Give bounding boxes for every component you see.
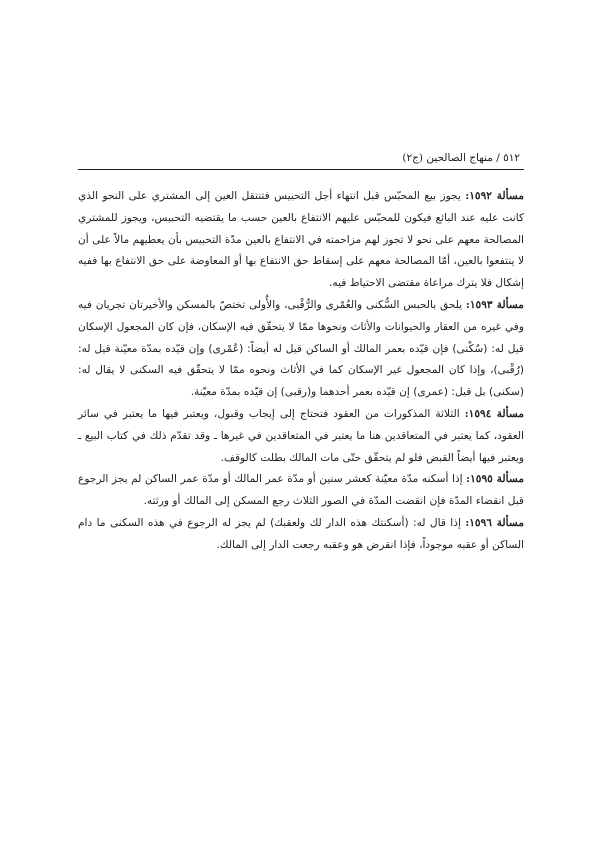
issue-text: يلحق بالحبس السُّكنى والعُمْرى والرُّقْبى، والأُولى تختصّ بالمسكن والأخيرتان تجريان فيه وفي غيره من العقار والحيوانات والأثاث ونحوها ممّا لا يتحقّق فيه الإسكان، فإن كان المجعول الإسكان قيل له: (سُكْنى) فإن قيّده بعمر المالك أو الساكن قيل له أيضاً: (عُمْرى) وإن قيّده بمدّة معيّنة قيل له: (رُقْبى)، وإذا كان المجعول غير الإسكان كما في الأثاث ونحوه ممّا لا يتحقّق فيه السكنى لا يقال له: (سكنى) بل قيل: (عمرى) إن قيّده بعمر أحدهما و(رقبى) إن قيّده بمدّة معيّنة. (78, 298, 524, 399)
page-body (78, 186, 524, 557)
issue-1594 (78, 404, 524, 469)
issue-text: إذا قال له: (أسكنتك هذه الدار لك ولعقبك) لم يجز له الرجوع في هذه السكنى ما دام الساكن أو عقبه موجوداً، فإذا انقرض هو وعقبه رجعت الدار إلى المالك. (78, 516, 524, 551)
issue-text: إذا أسكنه مدّة معيّنة كعشر سنين أو مدّة عمر المالك أو مدّة عمر الساكن لم يجز الرجوع قبل انقضاء المدّة فإن انقضت المدّة في الصور الثلاث رجع المسكن إلى المالك أو ورثته. (78, 473, 524, 508)
issue-label: مسألة ١٥٩٤: (464, 407, 524, 420)
issue-label: مسألة ١٥٩٦: (465, 516, 524, 529)
issue-label: مسألة ١٥٩٥: (466, 473, 524, 486)
issue-label: مسألة ١٥٩٢: (465, 190, 524, 202)
issue-1595 (78, 469, 524, 513)
page-header (78, 151, 524, 170)
issue-text: يجوز بيع المحبّس قبل انتهاء أجل التحبيس فتنتقل العين إلى المشتري على النحو الذي كانت عليه عند البائع فيكون للمحبّس عليهم الانتفاع بالعين حسب ما يقتضيه التحبيس، ويجوز للمشتري المصالحة معهم على نحو لا تجوز لهم مزاحمته في الانتفاع بالعين مدّة التحبيس بأن يعطيهم مالاً على أن لا ينتفعوا بالعين، أمّا المصالحة معهم على إسقاط حق الانتفاع بها أو المعاوضة على حق الانتفاع بها ففيه إشكال فلا يترك مراعاة مقتضى الاحتياط فيه. (78, 190, 524, 290)
issue-text: الثلاثة المذكورات من العقود فتحتاج إلى إيجاب وقبول، ويعتبر فيها ما يعتبر في سائر العقود، كما يعتبر في المتعاقدين هنا ما يعتبر في المتعاقدين في غيرها ـ وقد تقدّم ذلك في كتاب البيع ـ ويعتبر فيها أيضاً القبض فلو لم يتحقّق حتّى مات المالك بطلت كالوقف. (78, 407, 524, 464)
issue-1592 (78, 186, 524, 295)
running-header: ٥١٢ / منهاج الصالحين (ج٢) (402, 152, 520, 164)
issue-label: مسألة ١٥٩٣: (465, 298, 524, 311)
issue-1596 (78, 513, 524, 557)
issue-1593 (78, 295, 524, 404)
